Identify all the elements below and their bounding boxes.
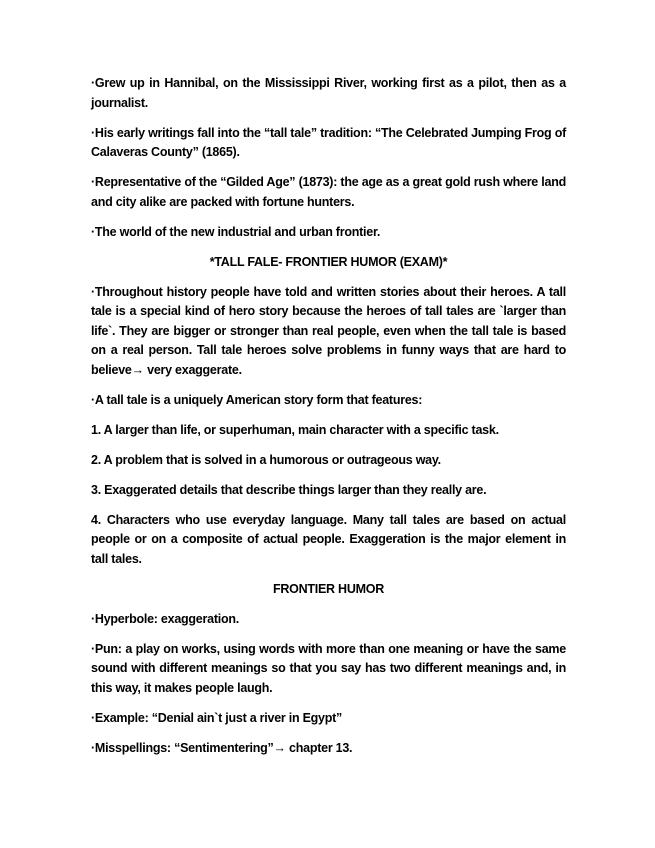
tall-tale-feature-4: 4. Characters who use everyday language. Many tall tales are based on actual people or on a composite of actual people. Exaggeration is the major element in tall tales. — [91, 512, 566, 566]
bio-gilded-age: ·Representative of the “Gilded Age” (1873): the age as a great gold rush where land and city alike are packed with fortune hunters. — [91, 175, 566, 209]
document-page — [91, 74, 566, 769]
heading-tall-tale: *TALL FALE- FRONTIER HUMOR (EXAM)* — [209, 254, 448, 269]
humor-example: ·Example: “Denial ain`t just a river in Egypt” — [91, 710, 343, 725]
bio-hannibal: ·Grew up in Hannibal, on the Mississippi River, working first as a pilot, then as a journalist. — [91, 76, 566, 110]
humor-misspellings: ·Misspellings: “Sentimentering”→ chapter 13. — [91, 740, 353, 755]
humor-pun: ·Pun: a play on works, using words with more than one meaning or have the same sound with different meanings so that you say has two different meanings and, in this way, it makes people laugh. — [91, 641, 566, 695]
tall-tale-feature-1: 1. A larger than life, or superhuman, main character with a specific task. — [91, 422, 499, 437]
bio-early-writings: ·His early writings fall into the “tall tale” tradition: “The Celebrated Jumping Frog of Calaveras County” (1865). — [91, 125, 566, 159]
tall-tale-feature-3: 3. Exaggerated details that describe things larger than they really are. — [91, 482, 487, 497]
tall-tale-feature-2: 2. A problem that is solved in a humorous or outrageous way. — [91, 452, 441, 467]
bio-frontier-world: ·The world of the new industrial and urban frontier. — [91, 224, 381, 239]
tall-tale-definition: ·Throughout history people have told and written stories about their heroes. A tall tale is a special kind of hero story because the heroes of tall tales are `larger than life`. They are bigger or stronger than real people, even when the tall tale is based on a real person. Tall tale heroes solve problems in funny ways that are hard to believe→ very exaggerate. — [91, 284, 566, 377]
tall-tale-features-intro: ·A tall tale is a uniquely American story form that features: — [91, 392, 423, 407]
humor-hyperbole: ·Hyperbole: exaggeration. — [91, 611, 239, 626]
heading-frontier-humor: FRONTIER HUMOR — [272, 581, 385, 596]
